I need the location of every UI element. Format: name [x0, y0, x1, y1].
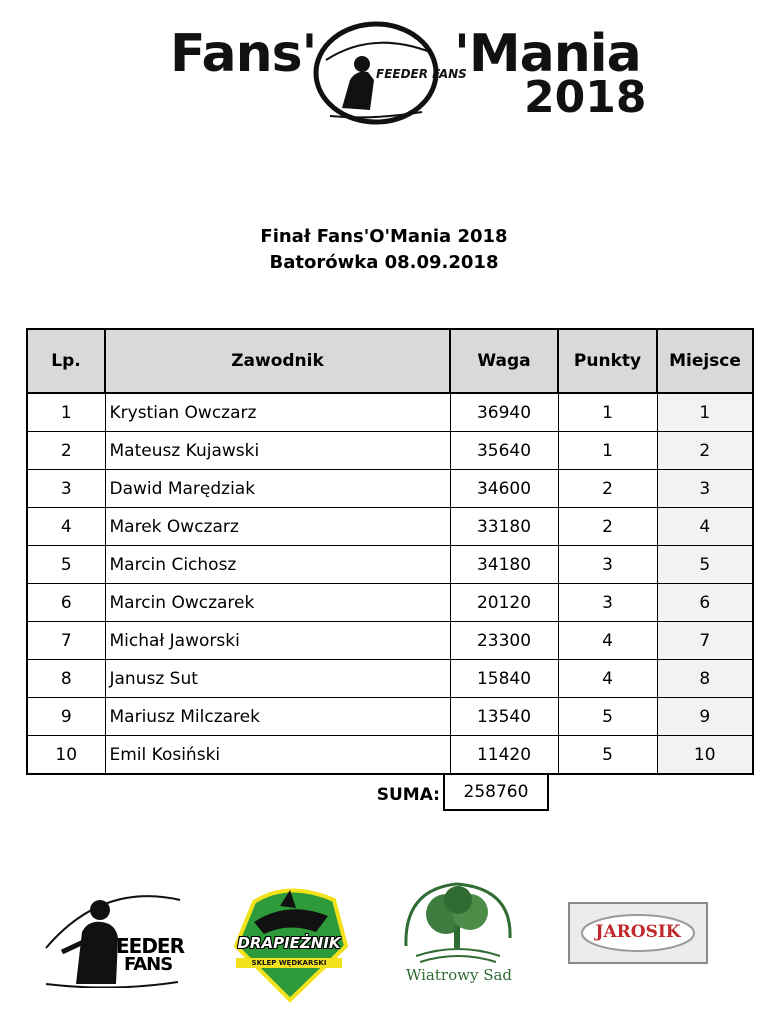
cell-waga: 34180: [450, 546, 558, 584]
table-row: [27, 470, 753, 508]
cell-lp: 5: [27, 546, 105, 584]
cell-miejsce: 4: [657, 508, 753, 546]
cell-waga: 35640: [450, 432, 558, 470]
header-zawodnik: Zawodnik: [105, 329, 450, 393]
page-title: Finał Fans'O'Mania 2018: [260, 226, 508, 247]
cell-waga: 34600: [450, 470, 558, 508]
cell-lp: 4: [27, 508, 105, 546]
cell-punkty: 3: [558, 546, 657, 584]
cell-miejsce: 10: [657, 736, 753, 775]
cell-waga: 13540: [450, 698, 558, 736]
cell-punkty: 4: [558, 622, 657, 660]
cell-zawodnik: Mateusz Kujawski: [105, 432, 450, 470]
cell-zawodnik: Krystian Owczarz: [105, 393, 450, 432]
table-row: [27, 660, 753, 698]
sponsor-jarosik-logo: [568, 902, 708, 964]
header-punkty: Punkty: [558, 329, 657, 393]
cell-miejsce: 6: [657, 584, 753, 622]
cell-miejsce: 3: [657, 470, 753, 508]
cell-lp: 6: [27, 584, 105, 622]
cell-miejsce: 5: [657, 546, 753, 584]
header-waga: Waga: [450, 329, 558, 393]
sum-value: 258760: [443, 775, 549, 811]
logo-year: 2018: [524, 72, 647, 123]
cell-lp: 7: [27, 622, 105, 660]
table-row: [27, 432, 753, 470]
cell-zawodnik: Michał Jaworski: [105, 622, 450, 660]
cell-miejsce: 7: [657, 622, 753, 660]
cell-waga: 36940: [450, 393, 558, 432]
sklep-text: SKLEP WĘDKARSKI: [236, 958, 342, 968]
cell-waga: 15840: [450, 660, 558, 698]
cell-lp: 1: [27, 393, 105, 432]
logo-word-fans: Fans': [170, 24, 317, 84]
cell-punkty: 5: [558, 698, 657, 736]
cell-punkty: 3: [558, 584, 657, 622]
jarosik-text: JAROSIK: [595, 922, 681, 942]
table-header-row: [27, 329, 753, 393]
cell-lp: 3: [27, 470, 105, 508]
sponsor-drapieznik-logo: [224, 876, 352, 1004]
logo-word-mania: 'Mania: [454, 24, 641, 84]
orchard-tree-icon: [396, 876, 522, 972]
cell-punkty: 2: [558, 508, 657, 546]
sum-label: SUMA:: [376, 785, 440, 805]
cell-waga: 23300: [450, 622, 558, 660]
cell-zawodnik: Mariusz Milczarek: [105, 698, 450, 736]
sponsor-feeder-fans-logo: [42, 888, 184, 988]
cell-punkty: 5: [558, 736, 657, 775]
cell-lp: 2: [27, 432, 105, 470]
header-miejsce: Miejsce: [657, 329, 753, 393]
table-row: [27, 698, 753, 736]
feeder-text: EEDER: [116, 934, 184, 958]
table-row: [27, 622, 753, 660]
cell-punkty: 1: [558, 432, 657, 470]
cell-zawodnik: Marcin Cichosz: [105, 546, 450, 584]
cell-miejsce: 1: [657, 393, 753, 432]
cell-waga: 20120: [450, 584, 558, 622]
table-row: [27, 393, 753, 432]
results-table: [26, 328, 754, 775]
cell-punkty: 1: [558, 393, 657, 432]
page-subtitle: Batorówka 08.09.2018: [269, 252, 499, 273]
drapieznik-text: DRAPIEŻNIK: [237, 934, 341, 952]
cell-zawodnik: Marek Owczarz: [105, 508, 450, 546]
wiatrowy-sad-text: Wiatrowy Sad: [405, 966, 513, 984]
cell-waga: 11420: [450, 736, 558, 775]
table-row: [27, 584, 753, 622]
cell-miejsce: 2: [657, 432, 753, 470]
header-lp: Lp.: [27, 329, 105, 393]
cell-punkty: 4: [558, 660, 657, 698]
cell-zawodnik: Janusz Sut: [105, 660, 450, 698]
sponsor-wiatrowy-sad-logo: [396, 876, 522, 994]
cell-waga: 33180: [450, 508, 558, 546]
cell-miejsce: 9: [657, 698, 753, 736]
cell-zawodnik: Dawid Marędziak: [105, 470, 450, 508]
fans-text: FANS: [124, 954, 173, 975]
cell-lp: 9: [27, 698, 105, 736]
cell-zawodnik: Emil Kosiński: [105, 736, 450, 775]
table-row: [27, 736, 753, 775]
cell-miejsce: 8: [657, 660, 753, 698]
cell-lp: 8: [27, 660, 105, 698]
cell-lp: 10: [27, 736, 105, 775]
cell-punkty: 2: [558, 470, 657, 508]
table-row: [27, 546, 753, 584]
header-logo: [168, 18, 647, 133]
cell-zawodnik: Marcin Owczarek: [105, 584, 450, 622]
logo-badge-text: FEEDER FANS: [376, 67, 467, 81]
table-row: [27, 508, 753, 546]
